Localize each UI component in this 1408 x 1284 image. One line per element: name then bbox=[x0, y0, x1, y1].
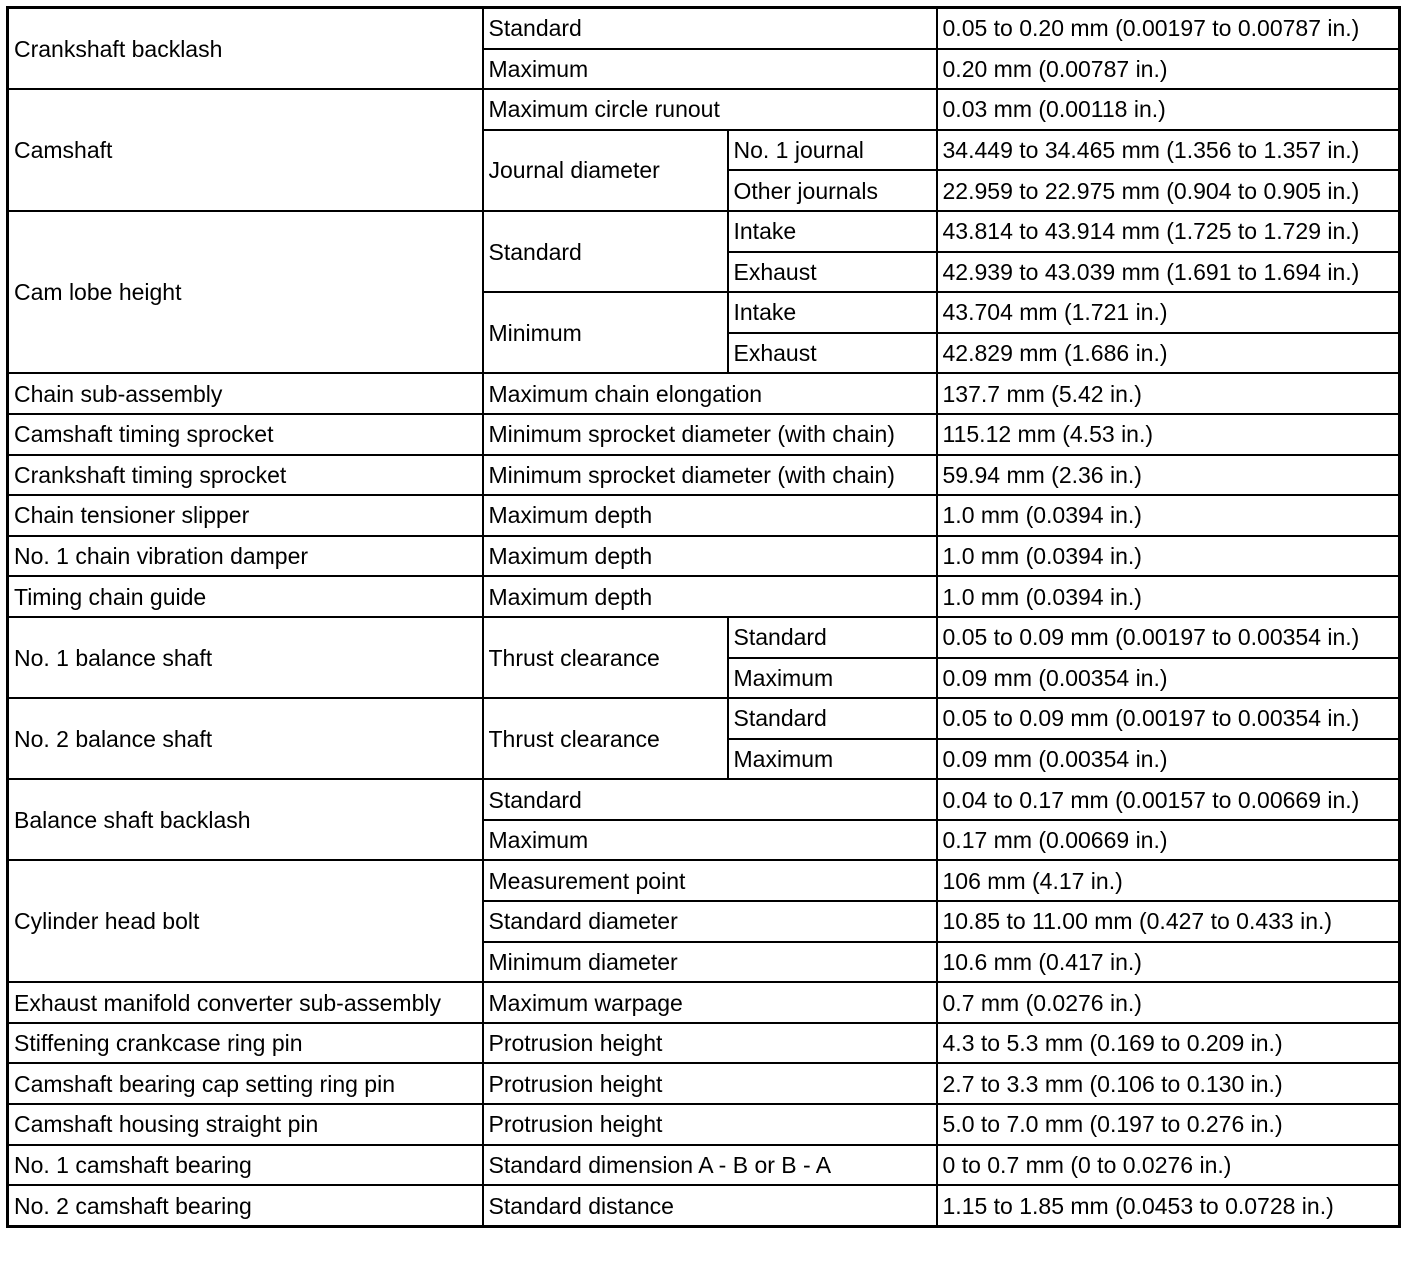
item-cell: No. 2 camshaft bearing bbox=[8, 1185, 483, 1226]
value-cell: 1.15 to 1.85 mm (0.0453 to 0.0728 in.) bbox=[937, 1185, 1400, 1226]
value-cell: 0.05 to 0.09 mm (0.00197 to 0.00354 in.) bbox=[937, 617, 1400, 658]
item-cell: No. 1 camshaft bearing bbox=[8, 1145, 483, 1186]
spec-table bbox=[6, 6, 1401, 1228]
table-row bbox=[8, 982, 1400, 1023]
table-row bbox=[8, 576, 1400, 617]
condition-cell: Maximum bbox=[483, 49, 937, 90]
sub-condition-cell: Intake bbox=[728, 211, 937, 252]
condition-cell: Maximum chain elongation bbox=[483, 373, 937, 414]
value-cell: 42.829 mm (1.686 in.) bbox=[937, 333, 1400, 374]
condition-cell: Maximum depth bbox=[483, 536, 937, 577]
condition-cell: Thrust clearance bbox=[483, 617, 728, 698]
value-cell: 0.09 mm (0.00354 in.) bbox=[937, 658, 1400, 699]
table-row bbox=[8, 1063, 1400, 1104]
item-cell: Camshaft bearing cap setting ring pin bbox=[8, 1063, 483, 1104]
condition-cell: Standard bbox=[483, 211, 728, 292]
condition-cell: Maximum depth bbox=[483, 576, 937, 617]
value-cell: 10.85 to 11.00 mm (0.427 to 0.433 in.) bbox=[937, 901, 1400, 942]
item-cell: Camshaft bbox=[8, 89, 483, 211]
value-cell: 1.0 mm (0.0394 in.) bbox=[937, 536, 1400, 577]
value-cell: 1.0 mm (0.0394 in.) bbox=[937, 495, 1400, 536]
condition-cell: Standard dimension A - B or B - A bbox=[483, 1145, 937, 1186]
value-cell: 22.959 to 22.975 mm (0.904 to 0.905 in.) bbox=[937, 170, 1400, 211]
condition-cell: Protrusion height bbox=[483, 1063, 937, 1104]
item-cell: Balance shaft backlash bbox=[8, 779, 483, 860]
value-cell: 42.939 to 43.039 mm (1.691 to 1.694 in.) bbox=[937, 252, 1400, 293]
value-cell: 5.0 to 7.0 mm (0.197 to 0.276 in.) bbox=[937, 1104, 1400, 1145]
item-cell: Cam lobe height bbox=[8, 211, 483, 373]
sub-condition-cell: Standard bbox=[728, 617, 937, 658]
value-cell: 0.20 mm (0.00787 in.) bbox=[937, 49, 1400, 90]
value-cell: 0.04 to 0.17 mm (0.00157 to 0.00669 in.) bbox=[937, 779, 1400, 820]
condition-cell: Minimum bbox=[483, 292, 728, 373]
condition-cell: Protrusion height bbox=[483, 1023, 937, 1064]
condition-cell: Measurement point bbox=[483, 860, 937, 901]
table-row bbox=[8, 536, 1400, 577]
item-cell: Timing chain guide bbox=[8, 576, 483, 617]
item-cell: Cylinder head bolt bbox=[8, 860, 483, 982]
table-row bbox=[8, 617, 1400, 658]
value-cell: 1.0 mm (0.0394 in.) bbox=[937, 576, 1400, 617]
value-cell: 0.05 to 0.20 mm (0.00197 to 0.00787 in.) bbox=[937, 8, 1400, 49]
item-cell: Exhaust manifold converter sub-assembly bbox=[8, 982, 483, 1023]
value-cell: 137.7 mm (5.42 in.) bbox=[937, 373, 1400, 414]
sub-condition-cell: Maximum bbox=[728, 658, 937, 699]
table-row bbox=[8, 1104, 1400, 1145]
sub-condition-cell: No. 1 journal bbox=[728, 130, 937, 171]
condition-cell: Maximum warpage bbox=[483, 982, 937, 1023]
table-row bbox=[8, 495, 1400, 536]
condition-cell: Maximum bbox=[483, 820, 937, 861]
value-cell: 0.7 mm (0.0276 in.) bbox=[937, 982, 1400, 1023]
item-cell: Crankshaft backlash bbox=[8, 8, 483, 90]
table-row bbox=[8, 1185, 1400, 1226]
condition-cell: Standard diameter bbox=[483, 901, 937, 942]
value-cell: 0.05 to 0.09 mm (0.00197 to 0.00354 in.) bbox=[937, 698, 1400, 739]
table-row bbox=[8, 1023, 1400, 1064]
condition-cell: Standard bbox=[483, 779, 937, 820]
item-cell: No. 1 chain vibration damper bbox=[8, 536, 483, 577]
table-row bbox=[8, 1145, 1400, 1186]
table-row bbox=[8, 414, 1400, 455]
condition-cell: Protrusion height bbox=[483, 1104, 937, 1145]
condition-cell: Thrust clearance bbox=[483, 698, 728, 779]
table-row bbox=[8, 698, 1400, 739]
table-row bbox=[8, 89, 1400, 130]
condition-cell: Minimum sprocket diameter (with chain) bbox=[483, 455, 937, 496]
sub-condition-cell: Exhaust bbox=[728, 333, 937, 374]
value-cell: 115.12 mm (4.53 in.) bbox=[937, 414, 1400, 455]
table-row bbox=[8, 211, 1400, 252]
table-row bbox=[8, 860, 1400, 901]
sub-condition-cell: Other journals bbox=[728, 170, 937, 211]
condition-cell: Minimum diameter bbox=[483, 942, 937, 983]
item-cell: Camshaft housing straight pin bbox=[8, 1104, 483, 1145]
condition-cell: Standard distance bbox=[483, 1185, 937, 1226]
sub-condition-cell: Exhaust bbox=[728, 252, 937, 293]
table-row bbox=[8, 779, 1400, 820]
value-cell: 2.7 to 3.3 mm (0.106 to 0.130 in.) bbox=[937, 1063, 1400, 1104]
item-cell: Chain tensioner slipper bbox=[8, 495, 483, 536]
table-row bbox=[8, 455, 1400, 496]
value-cell: 0.17 mm (0.00669 in.) bbox=[937, 820, 1400, 861]
value-cell: 34.449 to 34.465 mm (1.356 to 1.357 in.) bbox=[937, 130, 1400, 171]
item-cell: Camshaft timing sprocket bbox=[8, 414, 483, 455]
item-cell: Chain sub-assembly bbox=[8, 373, 483, 414]
value-cell: 0 to 0.7 mm (0 to 0.0276 in.) bbox=[937, 1145, 1400, 1186]
item-cell: Stiffening crankcase ring pin bbox=[8, 1023, 483, 1064]
value-cell: 43.704 mm (1.721 in.) bbox=[937, 292, 1400, 333]
value-cell: 0.03 mm (0.00118 in.) bbox=[937, 89, 1400, 130]
value-cell: 10.6 mm (0.417 in.) bbox=[937, 942, 1400, 983]
sub-condition-cell: Maximum bbox=[728, 739, 937, 780]
item-cell: Crankshaft timing sprocket bbox=[8, 455, 483, 496]
condition-cell: Maximum depth bbox=[483, 495, 937, 536]
value-cell: 0.09 mm (0.00354 in.) bbox=[937, 739, 1400, 780]
value-cell: 106 mm (4.17 in.) bbox=[937, 860, 1400, 901]
sub-condition-cell: Intake bbox=[728, 292, 937, 333]
condition-cell: Maximum circle runout bbox=[483, 89, 937, 130]
value-cell: 43.814 to 43.914 mm (1.725 to 1.729 in.) bbox=[937, 211, 1400, 252]
item-cell: No. 1 balance shaft bbox=[8, 617, 483, 698]
value-cell: 59.94 mm (2.36 in.) bbox=[937, 455, 1400, 496]
sub-condition-cell: Standard bbox=[728, 698, 937, 739]
condition-cell: Journal diameter bbox=[483, 130, 728, 211]
value-cell: 4.3 to 5.3 mm (0.169 to 0.209 in.) bbox=[937, 1023, 1400, 1064]
table-row bbox=[8, 8, 1400, 49]
table-row bbox=[8, 373, 1400, 414]
item-cell: No. 2 balance shaft bbox=[8, 698, 483, 779]
condition-cell: Minimum sprocket diameter (with chain) bbox=[483, 414, 937, 455]
condition-cell: Standard bbox=[483, 8, 937, 49]
